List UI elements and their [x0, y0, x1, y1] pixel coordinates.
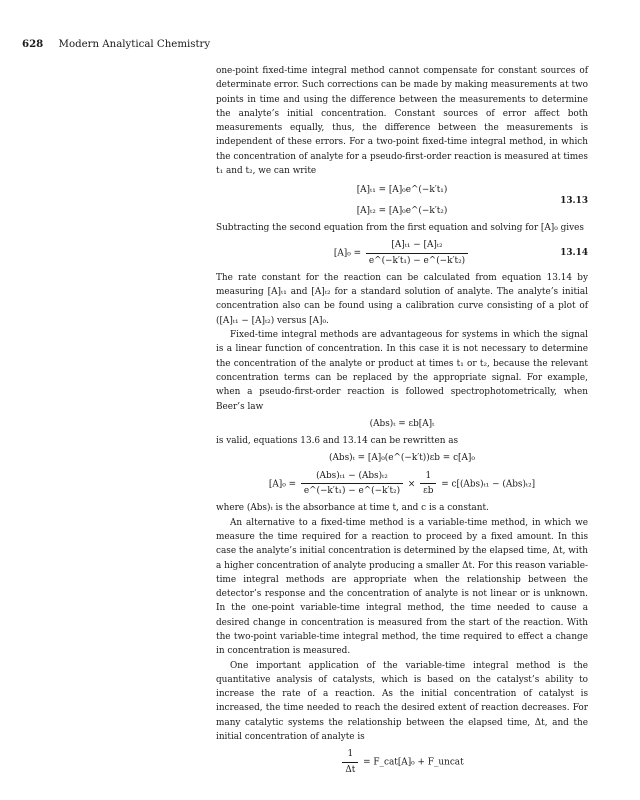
page-header	[22, 38, 210, 50]
book-title: Modern Analytical Chemistry	[58, 39, 211, 50]
paragraph-7: An alternative to a fixed-time method is a variable-time method, in which we measure the time required for a reaction to proceed by a fixed amount. In this case the analyte’s initial concentration is determined by the elapsed time, Δt, with a higher concentration of analyte producing a smaller Δt. For this reason variable-time integral methods are appropriate when the relationship between the detector’s response and the concentration of analyte is not linear or is unknown. In the one-point variable-time integral method, the time needed to cause a desired change in concentration is measured from the start of the reaction. With the two-point variable-time integral method, the time required to effect a change in concentration is measured.	[216, 517, 588, 657]
page-number: 628	[22, 38, 44, 50]
equation-initial-concentration	[216, 469, 588, 499]
paragraph-4: Fixed-time integral methods are advantageous for systems in which the signal is a linear function of concentration. In this case it is not necessary to determine the concentration of the analyte or product at times t₁ or t₂, because the relevant concentration terms can be replaced by the appropriate signal. For example, when a pseudo-first-order reaction is followed spectrophotometrically, when Beer’s law	[216, 330, 588, 412]
equation-13-13	[216, 183, 588, 218]
paragraph-6: where (Abs)ₜ is the absorbance at time t, and c is a constant.	[216, 503, 489, 514]
paragraph-2: Subtracting the second equation from the first equation and solving for [A]₀ gives	[216, 222, 584, 233]
paragraph-5: is valid, equations 13.6 and 13.14 can be rewritten as	[216, 436, 459, 447]
equation-catalyst-fraction	[342, 747, 358, 777]
equation-fraction-1	[301, 469, 403, 499]
equation-number-13-13: 13.13	[560, 195, 588, 206]
equation-13-14	[216, 238, 588, 268]
equation-absorbance: (Abs)ₜ = [A]₀(e^(−k′t))εb = c[A]₀	[329, 453, 475, 464]
fraction-2-numerator: 1	[420, 469, 436, 484]
page-body	[216, 64, 588, 780]
times-sign: ×	[407, 479, 416, 490]
fraction-2-denominator: εb	[423, 486, 434, 497]
equation-13-14-numerator: [A]ₜ₁ − [A]ₜ₂	[366, 238, 468, 253]
equation-catalyst-rhs: = F_cat[A]₀ + F_uncat	[363, 757, 464, 768]
fraction-1-denominator: e^(−k′t₁) − e^(−k′t₂)	[303, 486, 401, 497]
paragraph-8: One important application of the variable-time integral method is the quantitative analysis of catalysts, which is based on the catalyst’s ability to increase the rate of a reaction. As the initial concentration of catalyst is increased, the time needed to reach the desired extent of reaction decreases. For many catalytic systems the relationship between the elapsed time, Δt, and the initial concentration of analyte is	[216, 660, 588, 743]
equation-rhs: = c[(Abs)ₜ₁ − (Abs)ₜ₂]	[441, 479, 536, 490]
equation-13-14-denominator: e^(−k′t₁) − e^(−k′t₂)	[368, 255, 466, 266]
paragraph-1: one-point fixed-time integral method cannot compensate for constant sources of determinate error. Such corrections can be made by making measurements at two points in time and using the difference between the measurements to determine the analyte’s initial concentration. Constant sources of error affect both measurements equally, thus, the difference between the measurements is independent of these errors. For a two-point fixed-time integral method, in which the concentration of analyte for a pseudo-first-order reaction is measured at times t₁ and t₂, we can write	[216, 66, 588, 177]
equation-number-13-14: 13.14	[560, 247, 588, 258]
equation-lhs: [A]₀ =	[268, 479, 297, 490]
equation-13-13-line-2: [A]ₜ₂ = [A]₀e^(−k′t₂)	[356, 205, 448, 216]
equation-13-13-line-1: [A]ₜ₁ = [A]₀e^(−k′t₁)	[356, 185, 448, 196]
fraction-1-numerator: (Abs)ₜ₁ − (Abs)ₜ₂	[301, 469, 403, 484]
equation-fraction-2	[420, 469, 436, 499]
equation-catalyst	[216, 747, 588, 777]
equation-beers-law: (Abs)ₜ = εb[A]ₜ	[369, 418, 435, 429]
equation-13-14-lhs: [A]₀ =	[333, 248, 362, 259]
catalyst-fraction-numerator: 1	[342, 747, 358, 762]
paragraph-3: The rate constant for the reaction can be calculated from equation 13.14 by measuring [A]ₜ₁ and [A]ₜ₂ for a standard solution of analyte. The analyte’s initial concentration also can be found using a calibration curve consisting of a plot of ([A]ₜ₁ − [A]ₜ₂) versus [A]₀.	[216, 272, 588, 326]
equation-13-14-fraction	[366, 238, 468, 268]
catalyst-fraction-denominator: Δt	[345, 764, 356, 775]
